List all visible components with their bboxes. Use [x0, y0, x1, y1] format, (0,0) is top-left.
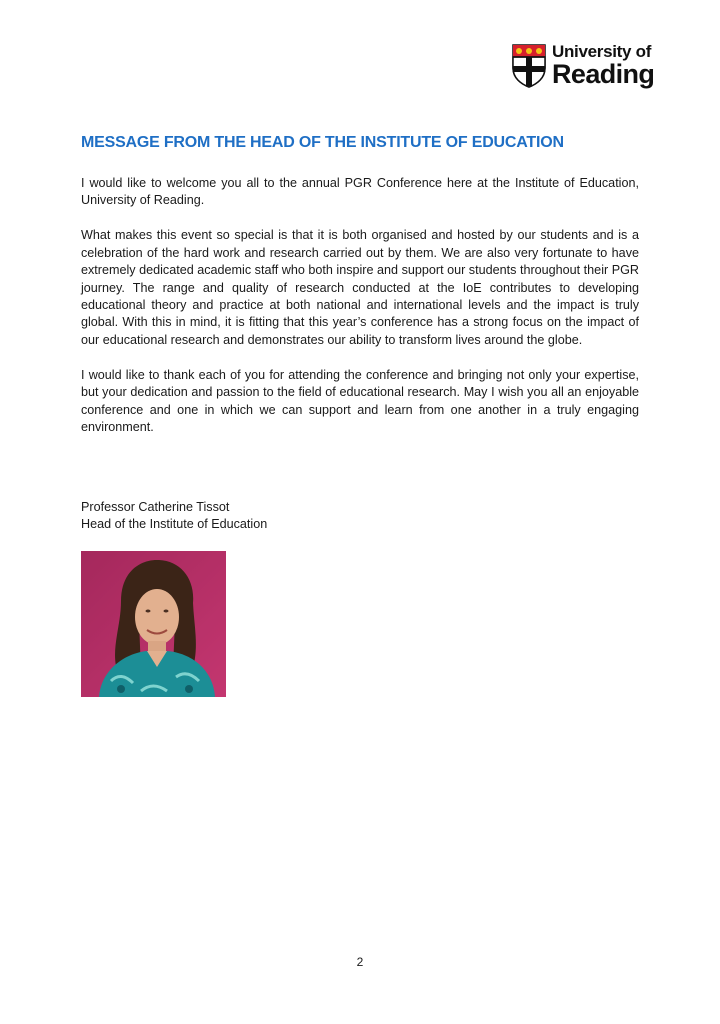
logo-line-reading: Reading — [552, 59, 655, 89]
message-body — [81, 175, 639, 454]
signature-block — [81, 499, 267, 534]
paragraph-thanks: I would like to thank each of you for attending the conference and bringing not only your expertise, but your dedication and passion to the field of educational research. May I wish you all an enjoyable conference and one in which we can support and learn from one another in a truly engaging environment. — [81, 367, 639, 435]
signature-role: Head of the Institute of Education — [81, 517, 268, 532]
portrait-photo — [81, 551, 226, 697]
university-logo — [512, 40, 662, 94]
logo-line-university-of: University of — [552, 42, 652, 61]
paragraph-welcome: I would like to welcome you all to the annual PGR Conference here at the Institute of Education, University of Reading. — [81, 176, 639, 208]
university-shield-icon — [512, 44, 546, 88]
page-title: MESSAGE FROM THE HEAD OF THE INSTITUTE OF EDUCATION — [81, 134, 564, 151]
logo-wordmark — [552, 40, 664, 88]
page-number: 2 — [356, 955, 364, 969]
paragraph-event: What makes this event so special is that it is both organised and hosted by our students and is a celebration of the hard work and research carried out by them. We are also very fortunate to have extremely dedicated academic staff who both inspire and support our students throughout their PGR journey. The range and quality of research conducted at the IoE contributes to developing educational theory and practice at both national and international levels and the impact is truly global. With this in mind, it is fitting that this year’s conference has a strong focus on the impact of our educational research and demonstrates our ability to transform lives around the globe. — [81, 228, 639, 347]
signature-name: Professor Catherine Tissot — [81, 500, 230, 514]
